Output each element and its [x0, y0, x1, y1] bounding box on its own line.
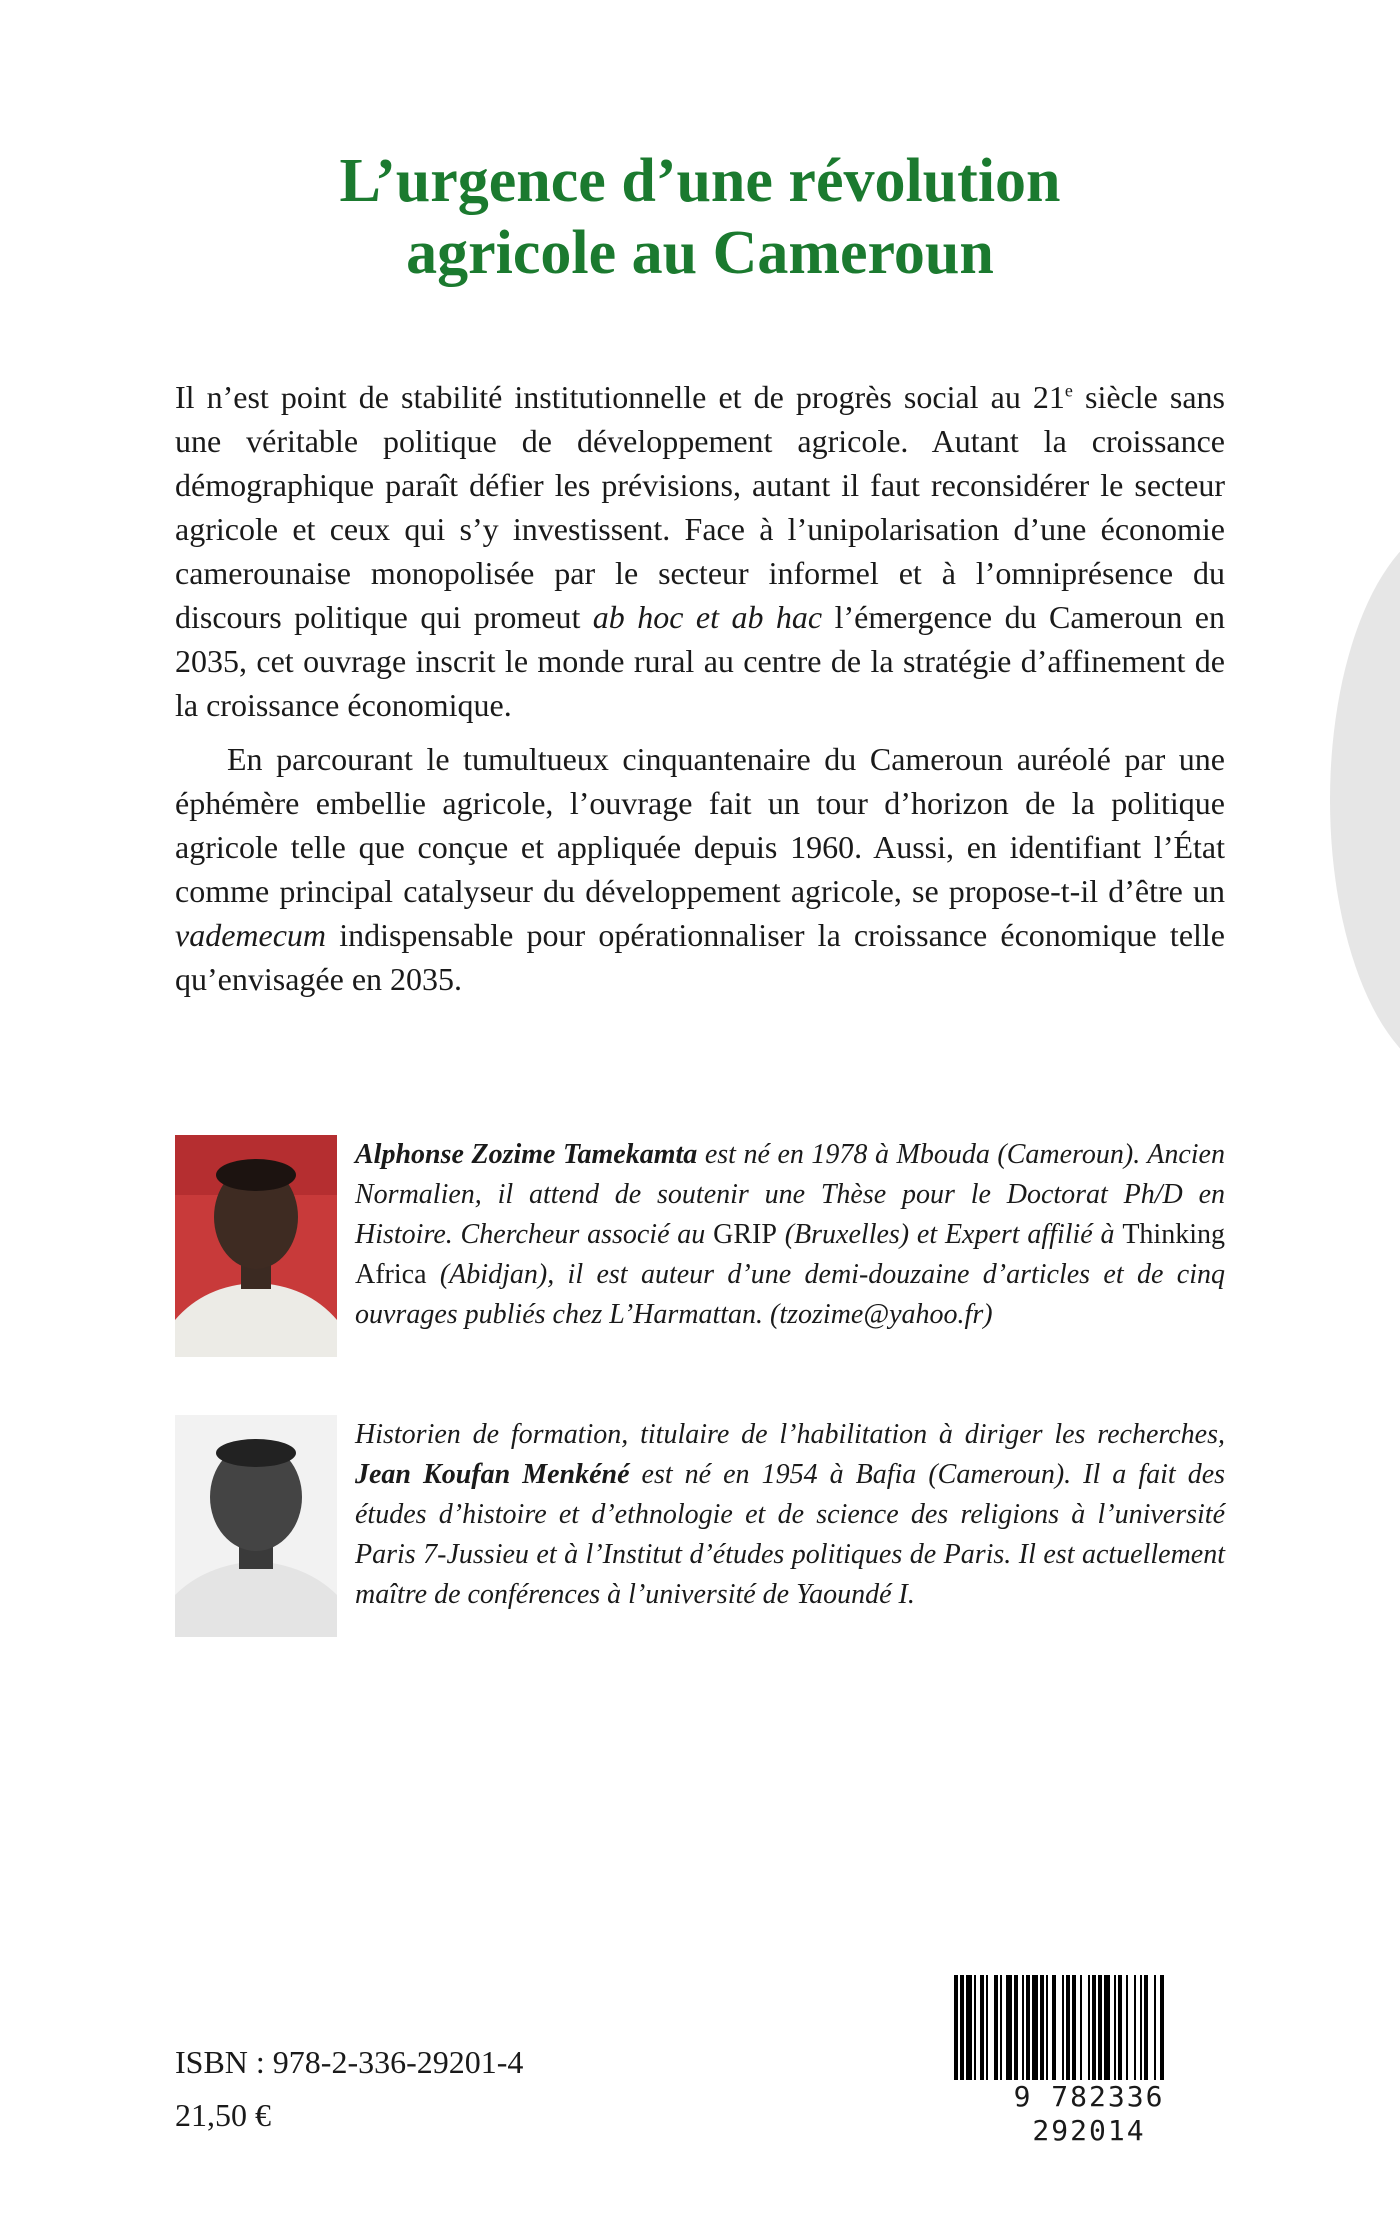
author-photo-2 [175, 1415, 337, 1637]
barcode-digits: 9 782336 292014 [950, 2080, 1228, 2148]
title-line-1: L’urgence d’une révolution [339, 147, 1061, 215]
author-bio-1: Alphonse Zozime Tamekamta est né en 1978 à Mbouda (Cameroun). Ancien Normalien, il attend de soutenir une Thèse pour le Doctorat Ph/D en Histoire. Chercheur associé au GRIP (Bruxelles) et Expert affilié à Thinking Africa (Abidjan), il est auteur d’une demi-douzaine d’articles et de cinq ouvrages publiés chez L’Harmattan. (tzozime@yahoo.fr) [355, 1139, 1225, 1330]
book-title [0, 145, 1400, 289]
title-line-2: agricole au Cameroun [406, 219, 994, 287]
summary-paragraph-1: Il n’est point de stabilité institutionnelle et de progrès social au 21e siècle sans une véritable politique de développement agricole. Autant la croissance démographique paraît défier les prévisions, autant il faut reconsidérer le secteur agricole et ceux qui s’y investissent. Face à l’unipolarisation d’une économie camerounaise monopolisée par le secteur informel et à l’omniprésence du discours politique qui promeut ab hoc et ab hac l’émergence du Cameroun en 2035, cet ouvrage inscrit le monde rural au centre de la stratégie d’affinement de la croissance économique. [175, 379, 1226, 723]
price-text: 21,50 € [175, 2097, 271, 2133]
back-cover-summary [175, 375, 1225, 1001]
isbn-text: ISBN : 978-2-336-29201-4 [175, 2044, 524, 2080]
author-photo-1 [175, 1135, 337, 1357]
summary-paragraph-2: En parcourant le tumultueux cinquantenaire du Cameroun auréolé par une éphémère embellie agricole, l’ouvrage fait un tour d’horizon de la politique agricole telle que conçue et appliquée depuis 1960. Aussi, en identifiant l’État comme principal catalyseur du développement agricole, se propose-t-il d’être un vademecum indispensable pour opérationnaliser la croissance économique telle qu’envisagée en 2035. [175, 741, 1225, 997]
decorative-side-shape [1330, 520, 1400, 1080]
author-bio-2: Historien de formation, titulaire de l’habilitation à diriger les recherches, Jean Koufan Menkéné est né en 1954 à Bafia (Cameroun). Il a fait des études d’histoire et d’ethnologie et de science des religions à l’université Paris 7-Jussieu et à l’Institut d’études politiques de Paris. Il est actuellement maître de conférences à l’université de Yaoundé I. [355, 1419, 1226, 1610]
